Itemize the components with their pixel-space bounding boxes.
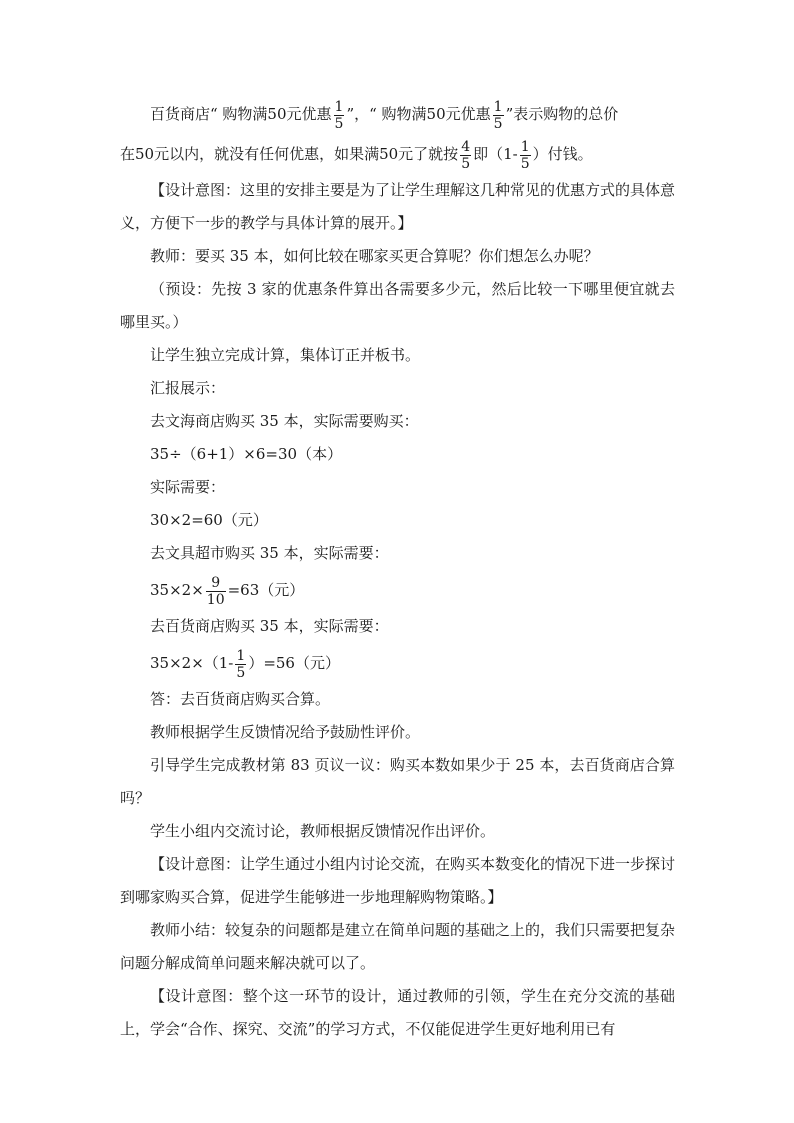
instruction-paragraph: 让学生独立完成计算，集体订正并板书。 bbox=[150, 346, 421, 364]
paragraph-discount-meaning bbox=[120, 94, 675, 174]
fraction bbox=[460, 140, 471, 171]
preset-paragraph: （预设：先按 3 家的优惠条件算出各需要多少元，然后比较一下哪里便宜就去哪里买。） bbox=[120, 280, 675, 331]
teacher-question-paragraph: 教师：要买 35 本，如何比较在哪家买更合算呢？你们想怎么办呢？ bbox=[150, 247, 599, 265]
design-intent-paragraph: 【设计意图：让学生通过小组内讨论交流，在购买本数变化的情况下进一步探讨到哪家购买合算，促进学生能够进一步地理解购物策略。】 bbox=[120, 855, 676, 906]
calc-line: 30×2=60（元） bbox=[150, 511, 268, 529]
fraction-denominator: 5 bbox=[236, 664, 246, 681]
fraction-numerator: 9 bbox=[206, 576, 226, 592]
calc-line-fraction bbox=[120, 570, 675, 610]
text-run: 35×2×（1- bbox=[150, 654, 234, 672]
fraction-denominator: 5 bbox=[461, 155, 471, 172]
fraction-numerator: 1 bbox=[236, 647, 246, 664]
text-run: 百货商店“ 购物满50元优惠 bbox=[150, 105, 332, 123]
text-run: ”，“ 购物满50元优惠 bbox=[346, 105, 491, 123]
discussion-prompt-paragraph: 引导学生完成教材第 83 页议一议：购买本数如果少于 25 本，去百货商店合算吗？ bbox=[120, 756, 675, 807]
text-run: ”表示购物的总价 bbox=[505, 105, 619, 123]
calc-line: 去文具超市购买 35 本，实际需要： bbox=[150, 544, 389, 562]
fraction-numerator: 1 bbox=[520, 138, 530, 155]
fraction-numerator: 1 bbox=[493, 98, 503, 115]
design-intent-paragraph: 【设计意图：这里的安排主要是为了让学生理解这几种常见的优惠方式的具体意义，方便下一步的教学与具体计算的展开。】 bbox=[120, 181, 676, 232]
document-body bbox=[120, 94, 675, 1046]
group-discussion-paragraph: 学生小组内交流讨论，教师根据反馈情况作出评价。 bbox=[150, 822, 496, 840]
calc-line: 实际需要： bbox=[150, 478, 226, 496]
text-run: 35×2× bbox=[150, 581, 204, 599]
text-run: =63（元） bbox=[227, 581, 305, 599]
calc-line: 35÷（6+1）×6=30（本） bbox=[150, 445, 343, 463]
fraction-denominator: 10 bbox=[206, 591, 225, 608]
calc-line: 去文海商店购买 35 本，实际需要购买： bbox=[150, 412, 419, 430]
fraction bbox=[520, 140, 531, 171]
evaluation-paragraph: 教师根据学生反馈情况给予鼓励性评价。 bbox=[150, 723, 421, 741]
calc-line: 去百货商店购买 35 本，实际需要： bbox=[150, 617, 389, 635]
fraction-denominator: 5 bbox=[520, 155, 530, 172]
text-run: 即（1- bbox=[473, 145, 518, 163]
report-heading: 汇报展示： bbox=[150, 379, 226, 397]
text-run: 在50元以内，就没有任何优惠，如果满50元了就按 bbox=[120, 145, 459, 163]
calc-line-fraction bbox=[120, 643, 675, 683]
teacher-summary-paragraph: 教师小结：较复杂的问题都是建立在简单问题的基础之上的，我们只需要把复杂问题分解成简单问题来解决就可以了。 bbox=[120, 921, 676, 972]
fraction bbox=[206, 576, 226, 607]
fraction-denominator: 5 bbox=[334, 115, 344, 132]
fraction bbox=[334, 100, 345, 131]
text-run: ）付钱。 bbox=[532, 145, 593, 163]
fraction-denominator: 5 bbox=[493, 115, 503, 132]
design-intent-paragraph: 【设计意图：整个这一环节的设计，通过教师的引领，学生在充分交流的基础上，学会“合作、探究、交流”的学习方式，不仅能促进学生更好地利用已有 bbox=[120, 987, 675, 1038]
fraction bbox=[493, 100, 504, 131]
fraction bbox=[235, 649, 246, 680]
answer-paragraph: 答：去百货商店购买合算。 bbox=[150, 690, 331, 708]
fraction-numerator: 4 bbox=[461, 138, 471, 155]
fraction-numerator: 1 bbox=[334, 98, 344, 115]
text-run: ）=56（元） bbox=[248, 654, 340, 672]
